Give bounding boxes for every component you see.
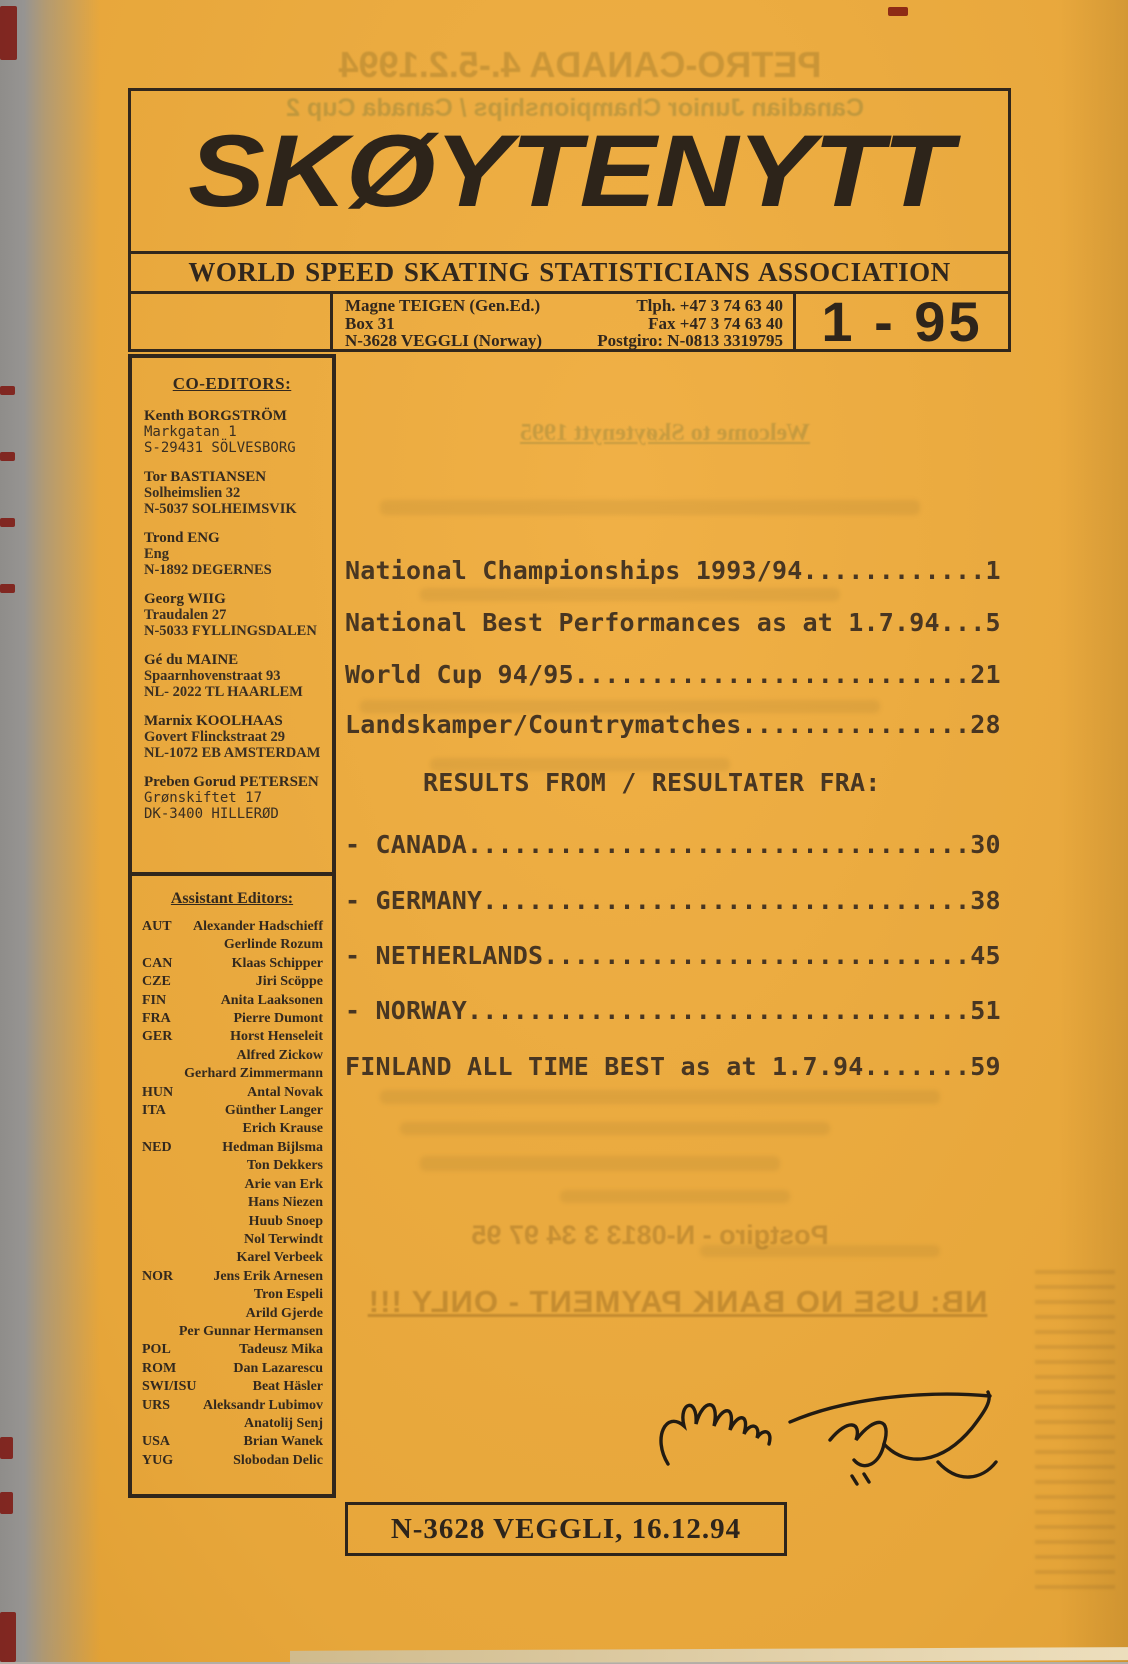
editor-contact-right: Tlph. +47 3 74 63 40 (636, 296, 783, 315)
editors-sidebar (128, 354, 336, 1498)
address-line-2: NL-1072 EB AMSTERDAM (144, 745, 321, 761)
co-editor-address (144, 668, 328, 700)
assistant-editor-row (132, 1360, 332, 1378)
country-code: ROM (142, 1360, 177, 1376)
co-editor-name: Kenth BORGSTRÖM (144, 408, 287, 424)
assistant-editor-name: Pierre Dumont (233, 1011, 323, 1027)
toc-entry: World Cup 94/95..........................21 (345, 660, 1001, 689)
address-line-1: Spaarnhovenstraat 93 (144, 668, 281, 684)
co-editor-entry (144, 774, 328, 822)
title-row (131, 91, 1008, 254)
assistant-editor-name: Brian Wanek (243, 1434, 323, 1450)
co-editor-address (144, 729, 328, 761)
assistant-editor-row (132, 1047, 332, 1065)
assistant-editor-name: Anita Laaksonen (220, 992, 323, 1008)
address-line-2: NL- 2022 TL HAARLEM (144, 684, 303, 700)
co-editor-entry (144, 591, 328, 639)
assistant-editor-row (132, 1010, 332, 1028)
red-scan-mark (0, 452, 15, 461)
address-line-1: Eng (144, 546, 169, 562)
assistant-editor-row (132, 1176, 332, 1194)
co-editor-address (144, 546, 328, 578)
assistant-editor-row (132, 918, 332, 936)
assistant-editor-name: Slobodan Delic (233, 1452, 323, 1468)
address-line-1: Solheimslien 32 (144, 485, 241, 501)
ghost-text-event-sub: Canadian Junior Championships / Canada Cup 2 (286, 94, 864, 122)
assistant-editor-name: Ton Dekkers (246, 1158, 323, 1174)
editor-contact-right: Fax +47 3 74 63 40 (648, 313, 783, 333)
toc-entry: - NORWAY.................................51 (345, 996, 1001, 1025)
masthead-blank-cell (131, 294, 333, 349)
assistant-editor-row (132, 955, 332, 973)
assistant-editor-row (132, 1102, 332, 1120)
red-scan-mark (0, 518, 15, 527)
country-code: GER (142, 1029, 173, 1045)
red-scan-mark (0, 1492, 13, 1514)
assistant-editor-row (132, 1231, 332, 1249)
assistant-editor-row (132, 992, 332, 1010)
address-line-1: Grønskiftet 17 (144, 790, 263, 806)
assistant-editor-name: Klaas Schipper (231, 955, 323, 971)
country-code: CAN (142, 955, 173, 971)
address-line-2: N-5033 FYLLINGSDALEN (144, 623, 317, 639)
assistant-editor-row (132, 1268, 332, 1286)
assistant-editor-row (132, 1194, 332, 1212)
toc-entry: National Championships 1993/94............1 (345, 556, 1001, 585)
country-code: NOR (142, 1268, 174, 1284)
assistant-editor-row (132, 1028, 332, 1046)
co-editor-address (144, 790, 328, 822)
assistant-editor-name: Dan Lazarescu (233, 1360, 323, 1376)
assistant-editors-heading: Assistant Editors: (170, 890, 294, 907)
editor-info-row (131, 290, 1008, 353)
footer-address-box: N-3628 VEGGLI, 16.12.94 (345, 1502, 787, 1556)
co-editor-name: Trond ENG (144, 530, 220, 546)
address-line-1: Markgatan 1 (144, 424, 237, 440)
co-editor-name: Gé du MAINE (144, 652, 239, 668)
country-code: NED (142, 1139, 172, 1155)
co-editor-name: Marnix KOOLHAAS (144, 713, 283, 729)
assistant-editor-row (132, 1323, 332, 1341)
co-editor-entry (144, 408, 328, 456)
co-editors-heading: CO-EDITORS: (172, 374, 292, 393)
assistant-editor-row (132, 1249, 332, 1267)
masthead (128, 88, 1011, 352)
editor-contact-line (345, 315, 783, 333)
country-code: CZE (142, 974, 171, 990)
handwritten-signature (640, 1352, 1010, 1492)
toc-entry: - NETHERLANDS............................45 (345, 941, 1001, 970)
country-code: SWI/ISU (142, 1379, 197, 1395)
assistant-editor-row (132, 1157, 332, 1175)
assistant-editor-row (132, 1120, 332, 1138)
assistant-editor-row (132, 1378, 332, 1396)
co-editor-address (144, 485, 328, 517)
country-code: URS (142, 1397, 171, 1413)
toc-results-heading: RESULTS FROM / RESULTATER FRA: (423, 768, 881, 797)
association-subtitle: WORLD SPEED SKATING STATISTICIANS ASSOCIATION (131, 254, 1008, 294)
co-editor-name: Tor BASTIANSEN (144, 469, 267, 485)
red-scan-mark (0, 386, 15, 395)
assistant-editor-row (132, 1213, 332, 1231)
assistant-editor-name: Huub Snoep (248, 1213, 323, 1229)
address-line-1: Traudalen 27 (144, 607, 227, 623)
page-title: SKØYTENYTT (187, 114, 952, 228)
co-editor-entry (144, 530, 328, 578)
ghost-text-welcome: Welcome to Skøytenytt 1995 (520, 420, 810, 446)
toc-entry: National Best Performances as at 1.7.94...5 (345, 608, 1001, 637)
editor-contact-left: Magne TEIGEN (Gen.Ed.) (345, 296, 541, 315)
editor-contact-line (345, 332, 783, 350)
assistant-editor-name: Günther Langer (224, 1103, 323, 1119)
assistant-editor-row (132, 1415, 332, 1433)
editor-contact-right: Postgiro: N-0813 3319795 (597, 331, 783, 350)
assistant-editor-name: Tadeusz Mika (239, 1342, 323, 1358)
country-code: USA (142, 1434, 171, 1450)
country-code: HUN (142, 1084, 174, 1100)
red-scan-mark (0, 1612, 16, 1662)
assistant-editor-name: Hedman Bijlsma (222, 1139, 323, 1155)
co-editor-name: Georg WIIG (144, 591, 226, 607)
assistant-editor-name: Beat Häsler (252, 1379, 323, 1395)
assistant-editor-name: Aleksandr Lubimov (203, 1397, 323, 1413)
assistant-editor-name: Tron Espeli (253, 1287, 323, 1303)
assistant-editor-name: Per Gunnar Hermansen (178, 1323, 323, 1339)
co-editor-address (144, 607, 328, 639)
country-code: POL (142, 1342, 171, 1358)
assistant-editor-row (132, 1341, 332, 1359)
assistant-editor-name: Karel Verbeek (236, 1250, 323, 1266)
assistant-editor-row (132, 936, 332, 954)
editor-contact-left: N-3628 VEGGLI (Norway) (345, 331, 543, 350)
country-code: FIN (142, 992, 167, 1008)
address-line-2: S-29431 SÖLVESBORG (144, 440, 296, 456)
assistant-editor-name: Hans Niezen (247, 1195, 323, 1211)
assistant-editor-row (132, 1286, 332, 1304)
red-scan-mark (888, 7, 908, 16)
toc-entry: - GERMANY................................38 (345, 886, 1001, 915)
address-line-2: N-5037 SOLHEIMSVIK (144, 501, 297, 517)
co-editors-section (132, 358, 332, 876)
assistant-editor-name: Gerlinde Rozum (223, 937, 323, 953)
assistant-editor-name: Jiri Scöppe (255, 974, 323, 990)
assistant-editor-row (132, 1139, 332, 1157)
toc-entry: FINLAND ALL TIME BEST as at 1.7.94.......59 (345, 1052, 1001, 1081)
assistant-editor-name: Antal Novak (247, 1084, 323, 1100)
toc-entry: Landskamper/Countrymatches...............28 (345, 710, 1001, 739)
co-editor-entry (144, 469, 328, 517)
red-scan-mark (0, 1437, 13, 1459)
country-code: ITA (142, 1103, 166, 1119)
editor-contact-left: Box 31 (345, 313, 395, 333)
assistant-editor-name: Alexander Hadschieff (192, 919, 323, 934)
red-scan-mark (0, 6, 17, 60)
editor-contact-line (345, 297, 783, 315)
address-line-1: Govert Flinckstraat 29 (144, 729, 285, 745)
editor-contact-block (333, 294, 796, 349)
co-editor-entry (144, 652, 328, 700)
red-scan-mark (0, 584, 15, 593)
address-line-2: DK-3400 HILLERØD (144, 806, 279, 822)
assistant-editor-name: Arie van Erk (244, 1176, 323, 1192)
issue-number: 1 - 95 (821, 290, 983, 353)
assistant-editor-name: Anatolij Senj (244, 1415, 323, 1431)
assistant-editor-name: Gerhard Zimmermann (184, 1066, 323, 1082)
assistant-editor-name: Jens Erik Arnesen (213, 1268, 323, 1284)
assistant-editor-row (132, 1433, 332, 1451)
ghost-text-bank-note: NB: USE NO BANK PAYMENT - ONLY !!! (367, 1284, 988, 1319)
toc-entry: - CANADA.................................30 (345, 830, 1001, 859)
ghost-text-event: PETRO-CANADA 4.-5.2.1994 (338, 44, 822, 85)
assistant-editor-name: Erich Krause (242, 1121, 323, 1137)
assistant-editor-name: Horst Henseleit (230, 1029, 323, 1045)
country-code: AUT (142, 919, 172, 934)
assistant-editor-row (132, 1397, 332, 1415)
assistant-editors-list (132, 918, 332, 1470)
ghost-text-postgiro: Postgiro - N-0813 3 34 97 95 (471, 1220, 829, 1250)
country-code: YUG (142, 1452, 174, 1468)
co-editor-entry (144, 713, 328, 761)
assistant-editor-name: Alfred Zickow (236, 1047, 323, 1063)
co-editors-list (132, 408, 332, 822)
assistant-editor-name: Arild Gjerde (245, 1305, 323, 1321)
assistant-editor-row (132, 973, 332, 991)
co-editor-name: Preben Gorud PETERSEN (144, 774, 319, 790)
assistant-editor-name: Nol Terwindt (244, 1231, 323, 1247)
assistant-editor-row (132, 1065, 332, 1083)
country-code: FRA (142, 1011, 171, 1027)
co-editor-address (144, 424, 328, 456)
assistant-editor-row (132, 1084, 332, 1102)
assistant-editor-row (132, 1305, 332, 1323)
address-line-2: N-1892 DEGERNES (144, 562, 272, 578)
assistant-editors-section (132, 876, 332, 1470)
assistant-editor-row (132, 1452, 332, 1470)
